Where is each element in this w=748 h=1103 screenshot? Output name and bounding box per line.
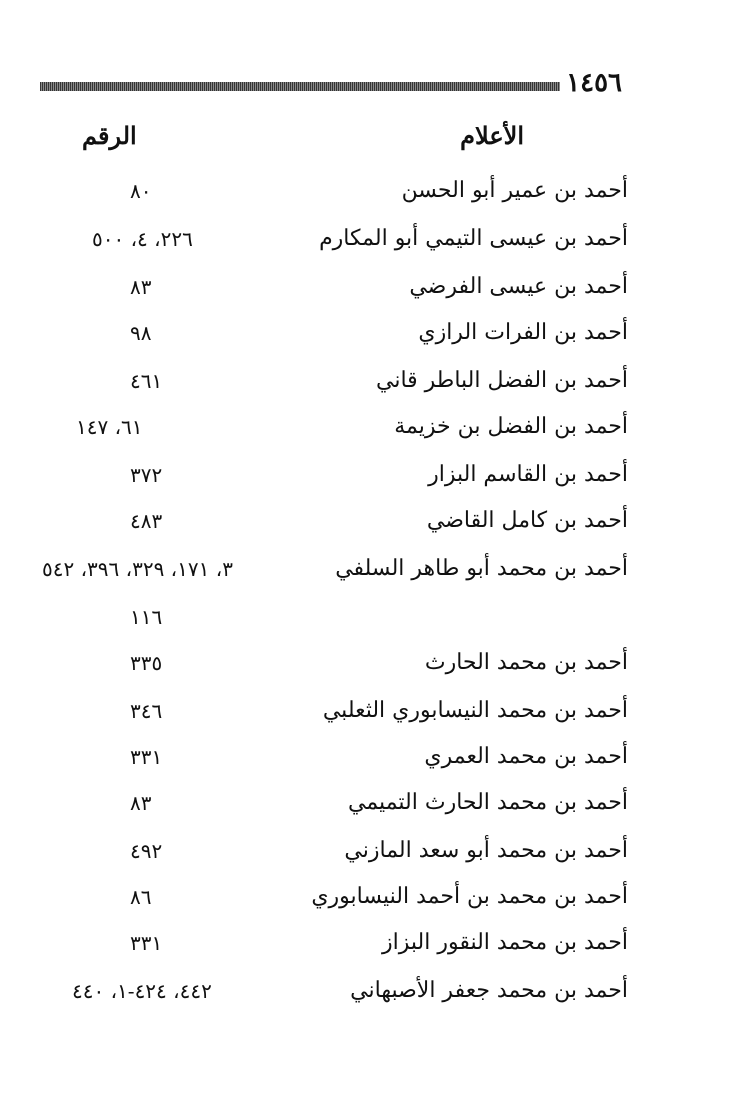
entry-name: أحمد بن محمد النيسابوري الثعلبي — [322, 698, 628, 723]
entry-pages: ٣٣١ — [130, 931, 163, 955]
entry-name: أحمد بن عيسى الفرضي — [409, 274, 628, 299]
entry-name: أحمد بن محمد الحارث التميمي — [348, 790, 628, 815]
index-entry — [0, 926, 748, 960]
index-entry — [0, 552, 748, 586]
index-entry — [0, 834, 748, 868]
entry-name: أحمد بن محمد الحارث — [424, 650, 628, 675]
entry-pages: ٤٩٢ — [130, 839, 163, 863]
entry-pages: ٩٨ — [130, 321, 152, 345]
entry-pages: ٨٣ — [130, 275, 152, 299]
entry-pages: ٣٧٢ — [130, 463, 163, 487]
index-entry — [0, 458, 748, 492]
entry-pages: ١١٦ — [130, 605, 163, 629]
entry-pages: ٤٤٢، ٤٢٤-١، ٤٤٠ — [72, 979, 212, 1003]
entry-name: أحمد بن كامل القاضي — [426, 508, 628, 533]
index-entry-continuation — [0, 600, 748, 634]
index-entry — [0, 364, 748, 398]
names-column-title: الأعلام — [460, 121, 524, 150]
entry-pages: ٨٦ — [130, 885, 152, 909]
entry-pages: ٨٠ — [130, 179, 152, 203]
entry-name: أحمد بن القاسم البزار — [428, 462, 628, 487]
page-number: ١٤٥٦ — [566, 68, 622, 98]
entry-name: أحمد بن عمير أبو الحسن — [401, 178, 628, 203]
index-entry — [0, 174, 748, 208]
index-entry — [0, 222, 748, 256]
entry-pages: ٤٨٣ — [130, 509, 163, 533]
index-entry — [0, 504, 748, 538]
index-entry — [0, 880, 748, 914]
index-entry — [0, 786, 748, 820]
entry-pages: ٨٣ — [130, 791, 152, 815]
entry-name: أحمد بن محمد بن أحمد النيسابوري — [311, 884, 628, 909]
entry-name: أحمد بن محمد أبو سعد المازني — [344, 838, 628, 863]
entry-pages: ٣٣١ — [130, 745, 163, 769]
entry-name: أحمد بن محمد النقور البزاز — [382, 930, 628, 955]
index-entry — [0, 410, 748, 444]
index-entry — [0, 646, 748, 680]
index-entry — [0, 316, 748, 350]
index-entry — [0, 740, 748, 774]
entry-name: أحمد بن عيسى التيمي أبو المكارم — [319, 226, 628, 251]
index-entry — [0, 694, 748, 728]
numbers-column-title: الرقم — [82, 121, 137, 150]
entry-pages: ٦١، ١٤٧ — [76, 415, 143, 439]
index-entry — [0, 270, 748, 304]
entry-name: أحمد بن محمد العمري — [424, 744, 628, 769]
index-entry — [0, 974, 748, 1008]
entry-pages: ٤٦١ — [130, 369, 163, 393]
entry-pages: ٣، ١٧١، ٣٢٩، ٣٩٦، ٥٤٢ — [42, 557, 233, 581]
entry-name: أحمد بن الفضل بن خزيمة — [394, 414, 628, 439]
entry-pages: ٣٣٥ — [130, 651, 163, 675]
entry-name: أحمد بن محمد أبو طاهر السلفي — [335, 556, 628, 581]
entry-name: أحمد بن الفرات الرازي — [418, 320, 628, 345]
entry-pages: ٢٢٦، ٤، ٥٠٠ — [92, 227, 193, 251]
entry-name: أحمد بن محمد جعفر الأصبهاني — [350, 978, 628, 1003]
entry-pages: ٣٤٦ — [130, 699, 163, 723]
entry-name: أحمد بن الفضل الباطر قاني — [376, 368, 628, 393]
